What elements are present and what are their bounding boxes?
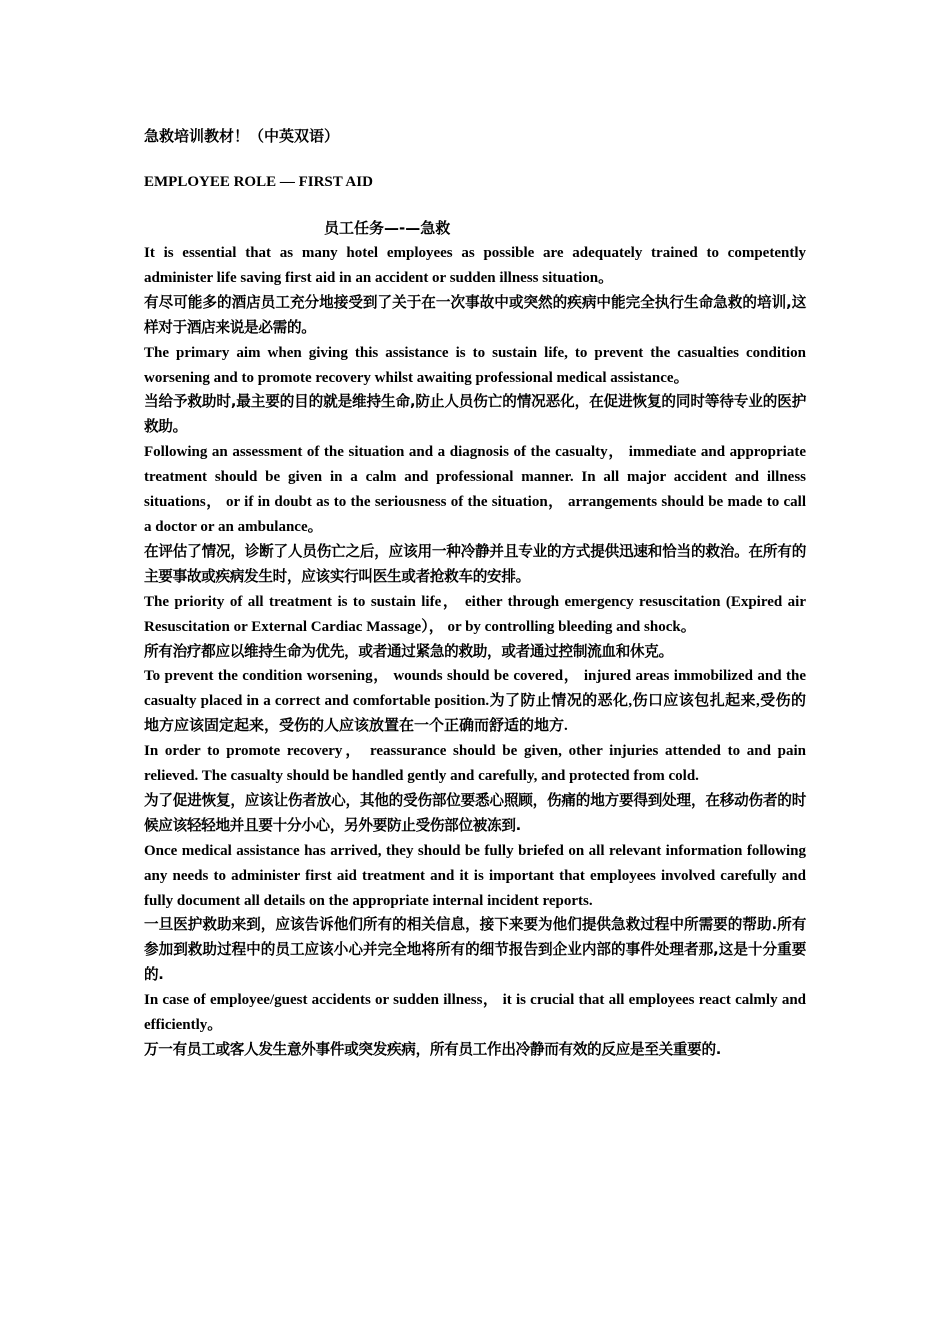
paragraph-zh: 有尽可能多的酒店员工充分地接受到了关于在一次事故中或突然的疾病中能完全执行生命急救的培训,这样对于酒店来说是必需的。 — [144, 293, 806, 336]
paragraph-en: It is essential that as many hotel employees as possible are adequately trained to competently administer life saving first aid in an accident or sudden illness situation。 — [144, 245, 806, 286]
paragraph-en: The primary aim when giving this assistance is to sustain life, to prevent the casualties condition worsening and to promote recovery whilst awaiting professional medical assistance。 — [144, 344, 806, 386]
role-heading: EMPLOYEE ROLE — FIRST AID — [144, 174, 373, 190]
paragraph-zh: 一旦医护救助来到，应该告诉他们所有的相关信息，接下来要为他们提供急救过程中所需要的帮助.所有参加到救助过程中的员工应该小心并完全地将所有的细节报告到企业内部的事件处理者那,这是十分重要的. — [144, 916, 806, 984]
paragraph-en: In order to promote recovery， reassurance should be given, other injuries attended to and pain relieved. The casualty should be handled gently and carefully, and protected from cold. — [144, 743, 806, 785]
paragraph-zh: 万一有员工或客人发生意外事件或突发疾病，所有员工作出冷静而有效的反应是至关重要的. — [144, 1041, 721, 1058]
paragraph-en: Once medical assistance has arrived, they should be fully briefed on all relevant information following any needs to administer first aid treatment and it is important that employees involved carefully and fully document all details on the appropriate internal incident reports. — [144, 842, 806, 909]
paragraph-zh: 所有治疗都应以维持生命为优先，或者通过紧急的救助，或者通过控制流血和休克。 — [144, 642, 673, 660]
paragraph-en: Following an assessment of the situation and a diagnosis of the casualty， immediate and appropriate treatment should be given in a calm and professional manner. In all major accident and illness situations， or if in doubt as to the seriousness of the situation， arrangements should be made to call a doctor or an ambulance。 — [144, 444, 806, 535]
paragraph-en: The priority of all treatment is to sustain life， either through emergency resuscitation (Expired air Resuscitation or External Cardiac Massage）， or by controlling bleeding and shock。 — [144, 593, 806, 635]
paragraph-zh: 在评估了情况，诊断了人员伤亡之后，应该用一种冷静并且专业的方式提供迅速和恰当的救治。在所有的主要事故或疾病发生时，应该实行叫医生或者抢救车的安排。 — [144, 542, 806, 585]
paragraph-en: In case of employee/guest accidents or sudden illness， it is crucial that all employees react calmly and efficiently。 — [144, 992, 806, 1034]
paragraph-mixed: To prevent the condition worsening， wounds should be covered， injured areas immobilized and the casualty placed in a correct and comfortable position.为了防止情况的恶化,伤口应该包扎起来,受伤的地方应该固定起来，受伤的人应该放置在一个正确而舒适的地方. — [144, 668, 806, 735]
document-title: 急救培训教材！（中英双语） — [144, 127, 340, 145]
document-page — [144, 124, 806, 1063]
subheading: 员工任务—-—急救 — [324, 219, 451, 237]
paragraph-zh: 为了促进恢复，应该让伤者放心，其他的受伤部位要悉心照顾，伤痛的地方要得到处理，在移动伤者的时候应该轻轻地并且要十分小心，另外要防止受伤部位被冻到. — [144, 791, 806, 834]
paragraph-zh: 当给予救助时,最主要的目的就是维持生命,防止人员伤亡的情况恶化，在促进恢复的同时等待专业的医护救助。 — [144, 393, 806, 436]
